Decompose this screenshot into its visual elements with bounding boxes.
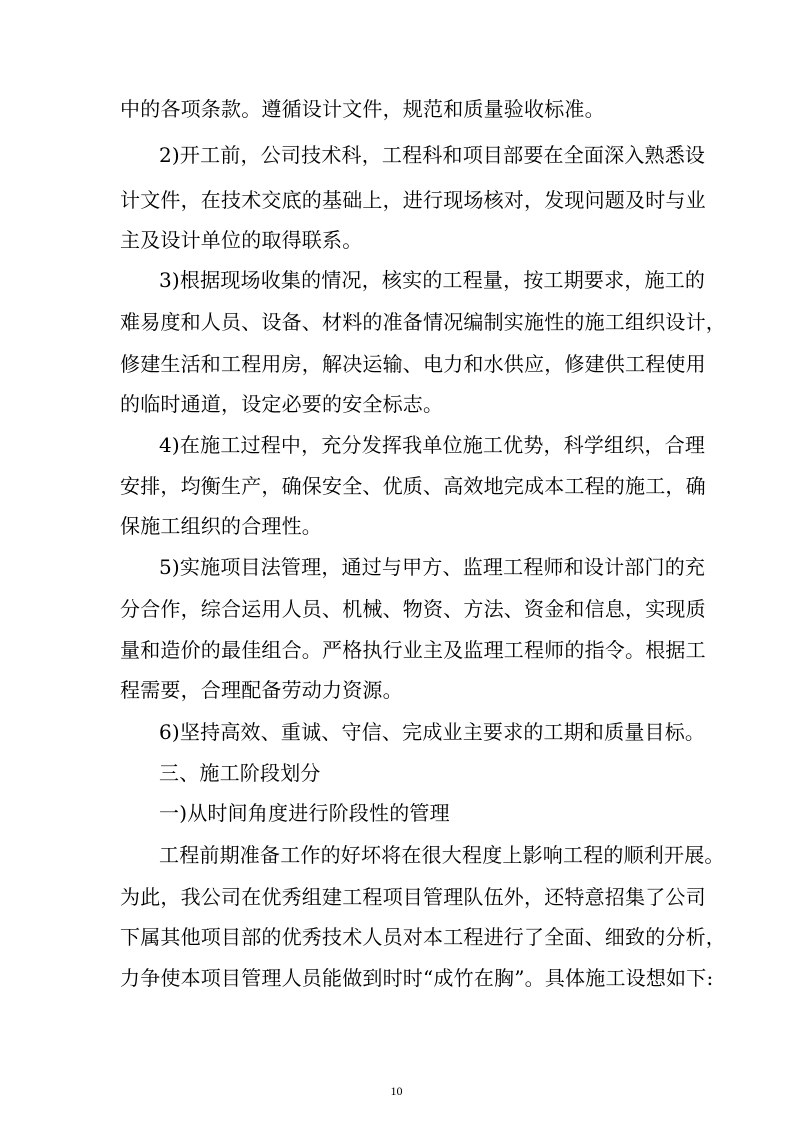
text-line: 计文件，在技术交底的基础上，进行现场核对，发现问题及时与业 bbox=[120, 188, 706, 212]
page-number: 10 bbox=[390, 1084, 403, 1098]
text-line: 保施工组织的合理性。 bbox=[120, 514, 322, 538]
section-heading: 三、施工阶段划分 bbox=[159, 761, 321, 785]
text-line: 难易度和人员、设备、材料的准备情况编制实施性的施工组织设计， bbox=[120, 310, 726, 334]
text-line: 量和造价的最佳组合。严格执行业主及监理工程师的指令。根据工 bbox=[120, 638, 706, 662]
text-line: 安排，均衡生产，确保安全、优质、高效地完成本工程的施工，确 bbox=[120, 474, 706, 498]
text-line: 下属其他项目部的优秀技术人员对本工程进行了全面、细致的分析， bbox=[120, 925, 726, 949]
text-line: 的临时通道，设定必要的安全标志。 bbox=[120, 392, 444, 416]
paragraph-4-start: 4)在施工过程中，充分发挥我单位施工优势，科学组织，合理 bbox=[159, 433, 706, 457]
text-line: 修建生活和工程用房，解决运输、电力和水供应，修建供工程使用 bbox=[120, 352, 706, 376]
paragraph-7-start: 工程前期准备工作的好坏将在很大程度上影响工程的顺利开展。 bbox=[159, 843, 725, 867]
text-line: 中的各项条款。遵循设计文件，规范和质量验收标准。 bbox=[120, 97, 605, 121]
text-line: 程需要，合理配备劳动力资源。 bbox=[120, 678, 403, 702]
paragraph-6-start: 6)坚持高效、重诚、守信、完成业主要求的工期和质量目标。 bbox=[159, 720, 706, 744]
subsection-heading: 一)从时间角度进行阶段性的管理 bbox=[159, 801, 450, 825]
paragraph-3-start: 3)根据现场收集的情况，核实的工程量，按工期要求，施工的 bbox=[159, 268, 706, 292]
text-line: 为此，我公司在优秀组建工程项目管理队伍外，还特意招集了公司 bbox=[120, 885, 706, 909]
text-line: 分合作，综合运用人员、机械、物资、方法、资金和信息，实现质 bbox=[120, 597, 706, 621]
paragraph-2-start: 2)开工前，公司技术科，工程科和项目部要在全面深入熟悉设 bbox=[159, 143, 706, 167]
text-line: 主及设计单位的取得联系。 bbox=[120, 228, 363, 252]
paragraph-5-start: 5)实施项目法管理，通过与甲方、监理工程师和设计部门的充 bbox=[159, 555, 706, 579]
text-line: 力争使本项目管理人员能做到时时“成竹在胸”。具体施工设想如下: bbox=[120, 966, 714, 990]
